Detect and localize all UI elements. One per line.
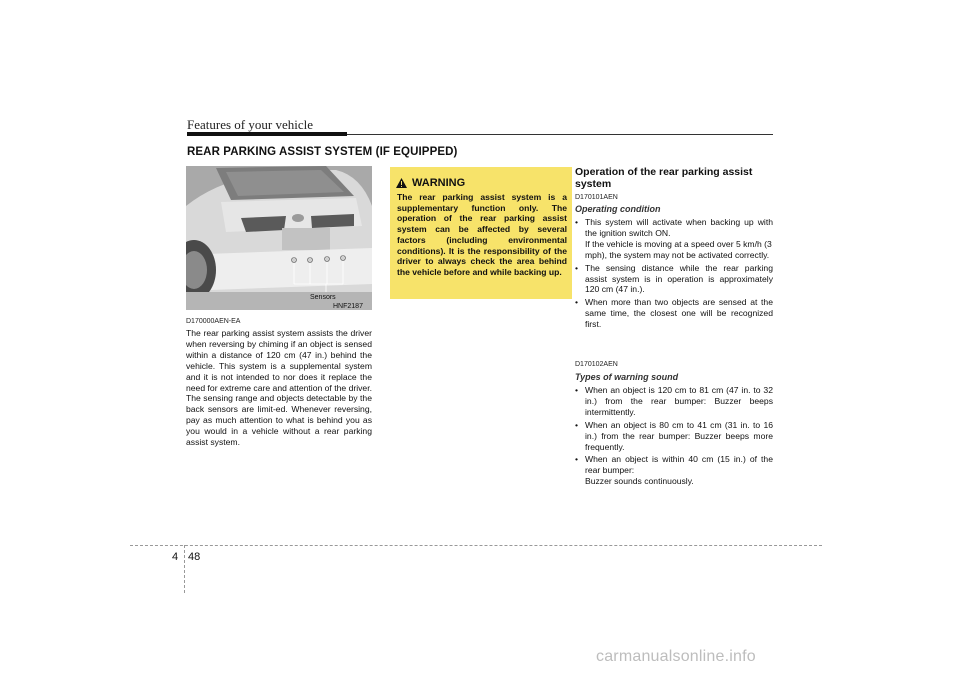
operating-condition-subhead: Operating condition <box>575 204 661 214</box>
list-item: • When an object is within 40 cm (15 in.) of the rear bumper: Buzzer sounds continuously. <box>575 454 773 487</box>
list-item: • When an object is 120 cm to 81 cm (47 in. to 32 in.) from the rear bumper: Buzzer beeps intermittently. <box>575 385 773 417</box>
list-item-extra: Buzzer sounds continuously. <box>585 476 694 487</box>
list-item-text: When an object is 120 cm to 81 cm (47 in. to 32 in.) from the rear bumper: Buzzer beeps intermittently. <box>585 385 773 417</box>
list-item-extra: If the vehicle is moving at a speed over 5 km/h (3 mph), the system may not be activated correctly. <box>585 238 772 260</box>
operation-heading: Operation of the rear parking assist system <box>575 166 753 190</box>
warning-header <box>396 177 465 189</box>
list-item-text: When an object is 80 cm to 41 cm (31 in. to 16 in.) from the rear bumper: Buzzer beeps more frequently. <box>585 419 773 452</box>
list-item-text: The sensing distance while the rear parking assist system is in operation is approximately 120 cm (47 in.). <box>585 262 773 295</box>
photo-code: HNF2187 <box>333 303 363 310</box>
page-number: 48 <box>188 551 201 563</box>
warning-box <box>390 167 572 299</box>
warning-sound-subhead: Types of warning sound <box>575 372 679 382</box>
watermark: carmanualsonline.info <box>596 648 756 665</box>
warning-sound-list <box>575 385 773 489</box>
list-item-text: When an object is within 40 cm (15 in.) of the rear bumper: <box>585 454 773 476</box>
footer-divider <box>130 545 822 546</box>
list-item: • When more than two objects are sensed at the same time, the closest one will be recognized first. <box>575 297 773 330</box>
page-chapter: 4 <box>172 551 179 563</box>
car-rear-illustration <box>186 166 372 310</box>
warning-sound-code: D170102AEN <box>575 361 618 368</box>
footer-vertical-divider <box>184 545 185 593</box>
list-item-text: This system will activate when backing up with the ignition switch ON. <box>585 217 773 238</box>
list-item: • When an object is 80 cm to 41 cm (31 in. to 16 in.) from the rear bumper: Buzzer beeps more frequently. <box>575 419 773 452</box>
intro-paragraph: The rear parking assist system assists the driver when reversing by chiming if an object is sensed within a distance of 120 cm (47 in.) behind the vehicle. This system is a supplemental system and it is not intended to nor does it replace the need for extreme care and attention of the driver. The sensing range and objects detectable by the back sensors are limit-ed. Whenever reversing, pay as much attention to what is behind you as you would in a vehicle without a rear parking assist system. <box>186 328 372 448</box>
header-rule-accent <box>187 132 347 136</box>
warning-text: The rear parking assist system is a supplementary function only. The operation of the rear parking assist system can be affected by several factors (including environmental conditions). It is the responsibility of the driver to always check the area behind the vehicle before and while backing up. <box>397 192 567 277</box>
list-item: • This system will activate when backing up with the ignition switch ON. If the vehicle is moving at a speed over 5 km/h (3 mph), the system may not be activated correctly. <box>575 217 773 260</box>
list-item-text: When more than two objects are sensed at the same time, the closest one will be recognized first. <box>585 297 773 330</box>
operating-condition-code: D170101AEN <box>575 194 618 201</box>
sensors-label: Sensors <box>310 294 336 301</box>
header-title: Features of your vehicle <box>187 117 313 132</box>
list-item: • The sensing distance while the rear parking assist system is in operation is approximately 120 cm (47 in.). <box>575 262 773 295</box>
warning-triangle-icon <box>396 178 407 188</box>
section-title: REAR PARKING ASSIST SYSTEM (IF EQUIPPED) <box>187 146 458 158</box>
section-code: D170000AEN-EA <box>186 318 241 325</box>
rear-bumper-photo <box>186 166 372 310</box>
operating-condition-list <box>575 217 773 332</box>
warning-title: WARNING <box>412 177 466 189</box>
